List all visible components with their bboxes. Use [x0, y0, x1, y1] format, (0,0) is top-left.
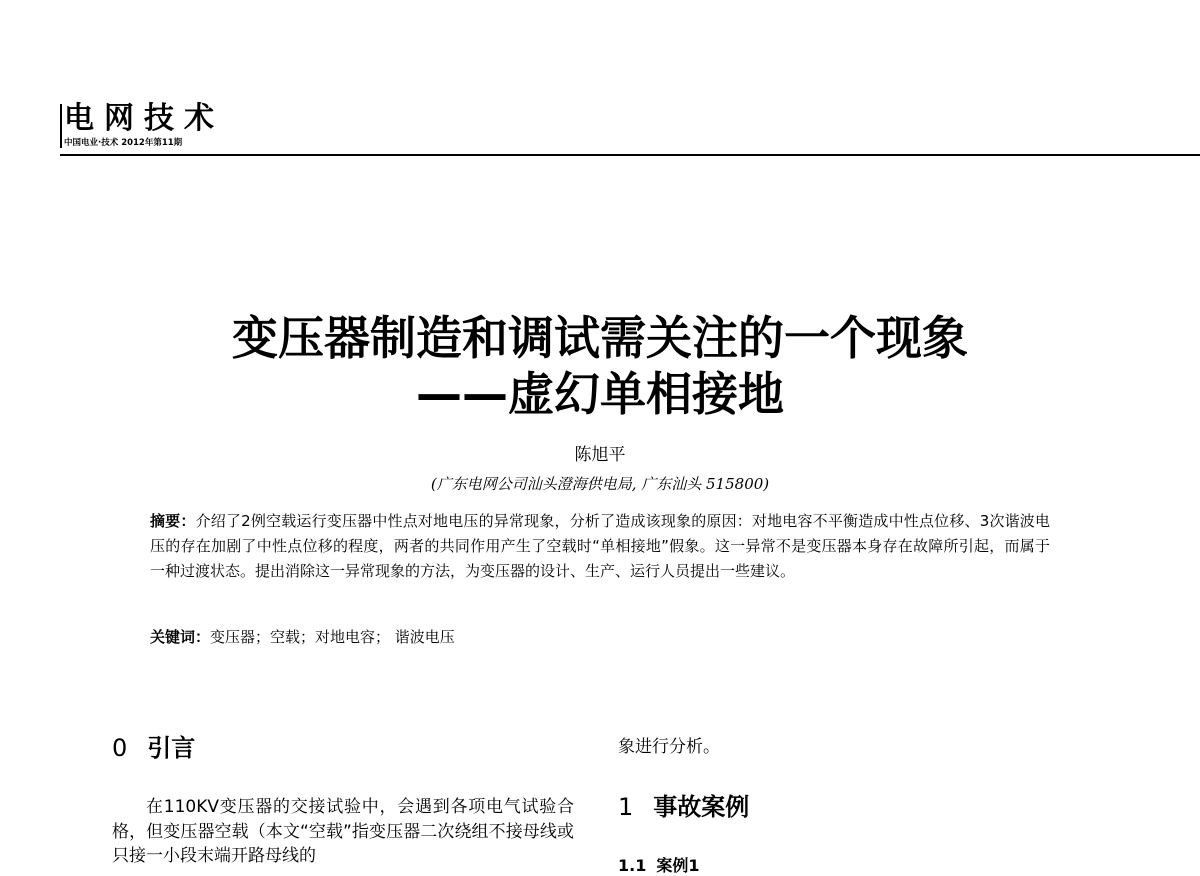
subsection-1-1-title: 案例1: [656, 856, 700, 875]
section-0-heading: [112, 733, 195, 763]
title-line-2: ——虚幻单相接地: [416, 367, 784, 421]
subsection-1-1-heading: [618, 856, 699, 876]
keywords: [150, 626, 1050, 648]
section-1-number: 1: [618, 793, 634, 821]
section-1-heading: [618, 792, 749, 822]
section-0-number: 0: [112, 734, 128, 762]
subsection-1-1-number: 1.1: [618, 856, 647, 875]
section-0-paragraph: 在110KV变压器的交接试验中，会遇到各项电气试验合格，但变压器空载（本文“空载”指变压器二次绕组不接母线或只接一小段末端开路母线的: [112, 797, 574, 866]
section-0-title: 引言: [147, 734, 196, 762]
section-1-title: 事故案例: [653, 793, 750, 821]
right-column-continuation: 象进行分析。: [618, 737, 720, 757]
masthead-bar: [60, 104, 62, 148]
abstract: [150, 509, 1050, 584]
keywords-text: 变压器；空载；对地电容； 谐波电压: [210, 628, 455, 646]
title-line-1: 变压器制造和调试需关注的一个现象: [232, 311, 968, 365]
abstract-text: 介绍了2例空载运行变压器中性点对地电压的异常现象，分析了造成该现象的原因：对地电容不平衡造成中性点位移、3次谐波电压的存在加剧了中性点位移的程度，两者的共同作用产生了空载时“单相接地”假象。这一异常不是变压器本身存在故障所引起，而属于一种过渡状态。提出消除这一异常现象的方法，为变压器的设计、生产、运行人员提出一些建议。: [150, 512, 1050, 580]
author-name: 陈旭平: [574, 445, 626, 465]
abstract-label: 摘要：: [150, 512, 196, 530]
journal-subtitle: 中国电业·技术 2012年第11期: [64, 138, 183, 148]
header-rule: [60, 154, 1200, 156]
journal-name: 电网技术: [64, 101, 224, 136]
author-affiliation: (广东电网公司汕头澄海供电局, 广东汕头 515800): [430, 475, 770, 493]
keywords-label: 关键词：: [150, 628, 211, 646]
